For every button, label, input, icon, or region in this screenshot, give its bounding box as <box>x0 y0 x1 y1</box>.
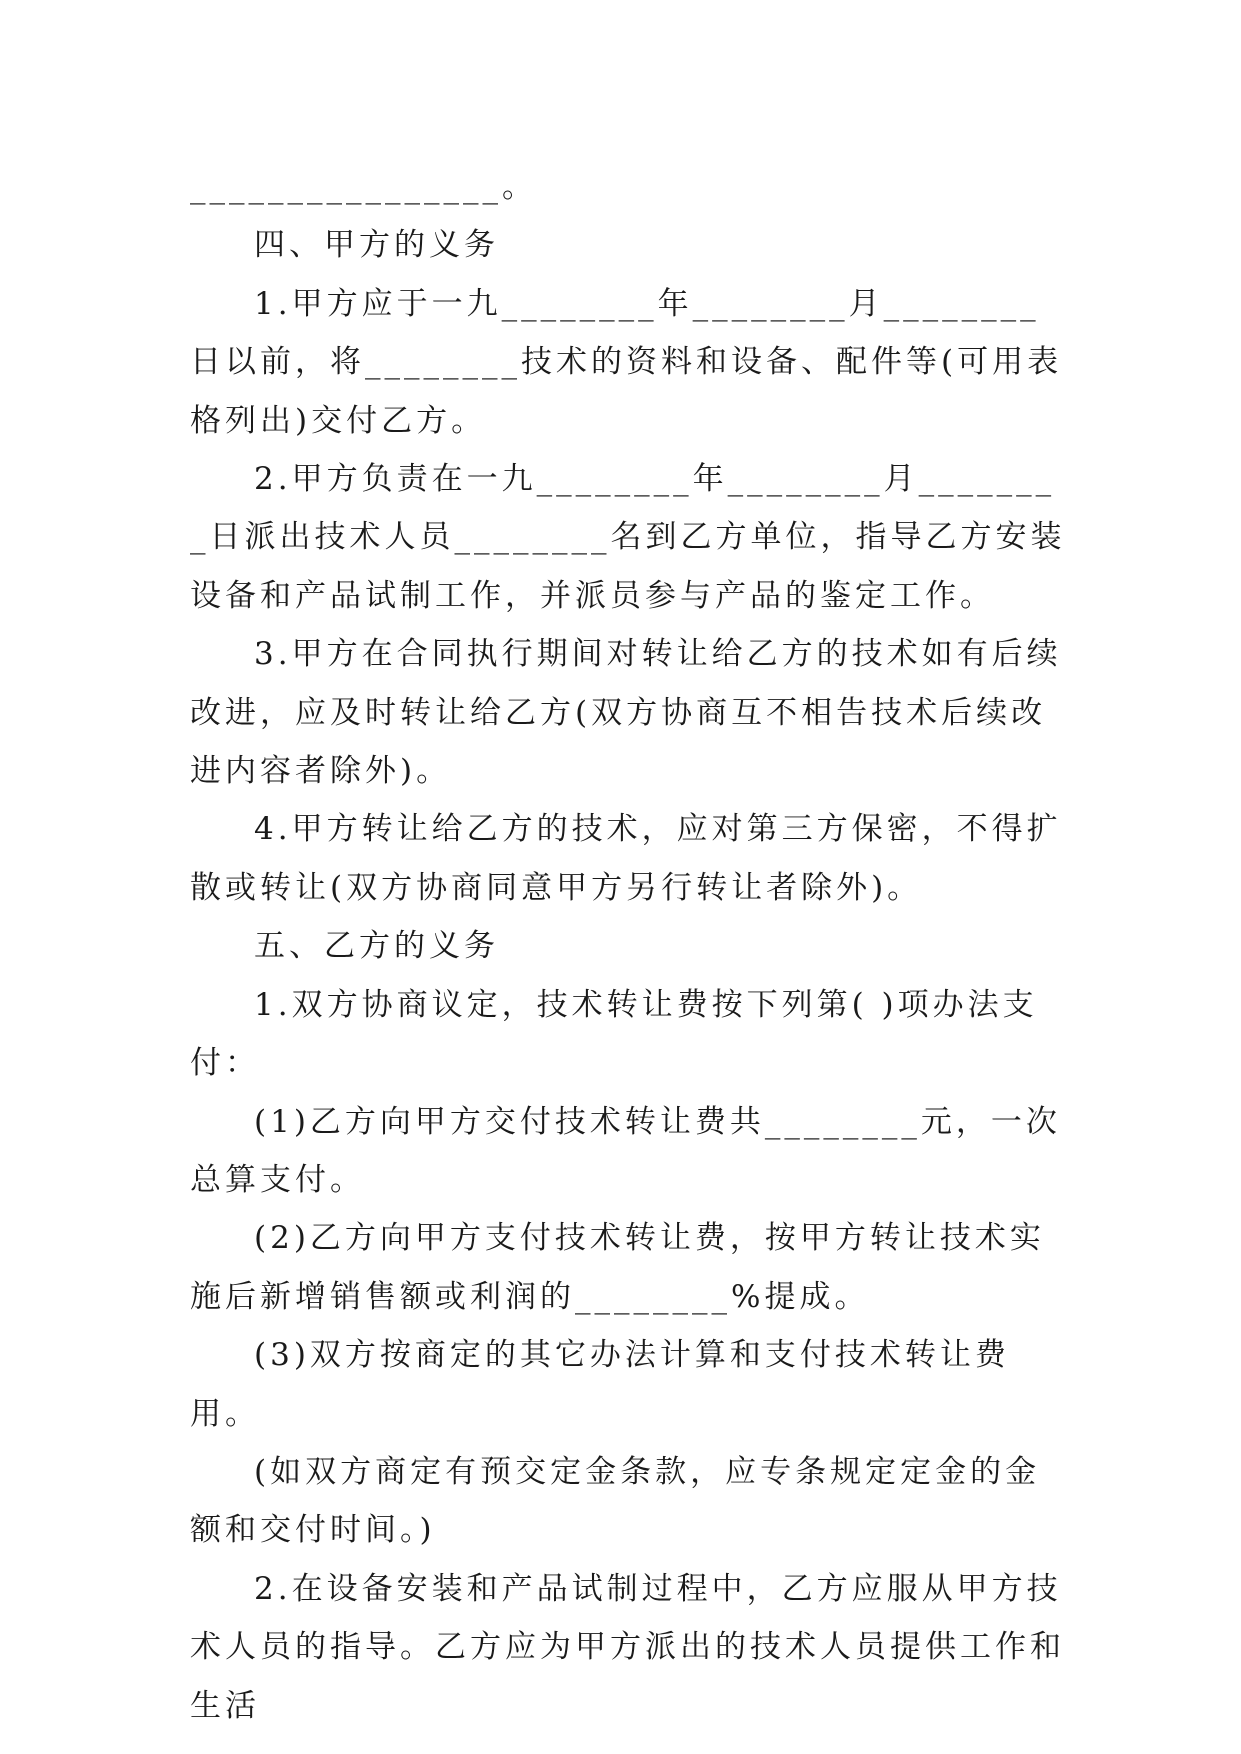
paragraph-a3-improvements: 3.甲方在合同执行期间对转让给乙方的技术如有后续改进，应及时转让给乙方(双方协商互不相告技术后续改进内容者除外)。 <box>190 636 1062 790</box>
paragraph-deposit-note: (如双方商定有预交定金条款，应专条规定定金的金额和交付时间。) <box>190 1453 1041 1549</box>
paragraph-b1-payment: 1.双方协商议定，技术转让费按下列第( )项办法支付： <box>190 986 1038 1082</box>
section-heading-party-b-obligations: 五、乙方的义务 <box>254 928 499 965</box>
paragraph-a2-technicians: 2.甲方负责在一九________年________月________日派出技术人员________名到乙方单位，指导乙方安装设备和产品试制工作，并派员参与产品的鉴定工作。 <box>190 461 1066 614</box>
paragraph-b1-option-3: (3)双方按商定的其它办法计算和支付技术转让费用。 <box>190 1337 1010 1432</box>
paragraph-a4-confidentiality: 4.甲方转让给乙方的技术，应对第三方保密，不得扩散或转让(双方协商同意甲方另行转让者除外)。 <box>190 811 1062 906</box>
document-body <box>190 158 1070 1735</box>
paragraph-b2-installation: 2.在设备安装和产品试制过程中，乙方应服从甲方技术人员的指导。乙方应为甲方派出的技术人员提供工作和生活 <box>190 1570 1065 1724</box>
section-heading-party-a-obligations: 四、甲方的义务 <box>254 227 499 264</box>
paragraph-blank-line: ________________。 <box>190 169 537 205</box>
paragraph-b1-option-2: (2)乙方向甲方支付技术转让费，按甲方转让技术实施后新增销售额或利润的________%提成。 <box>190 1220 1045 1315</box>
paragraph-a1-delivery: 1.甲方应于一九________年________月________日以前，将________技术的资料和设备、配件等(可用表格列出)交付乙方。 <box>190 285 1063 439</box>
paragraph-b1-option-1: (1)乙方向甲方交付技术转让费共________元，一次总算支付。 <box>190 1103 1061 1198</box>
